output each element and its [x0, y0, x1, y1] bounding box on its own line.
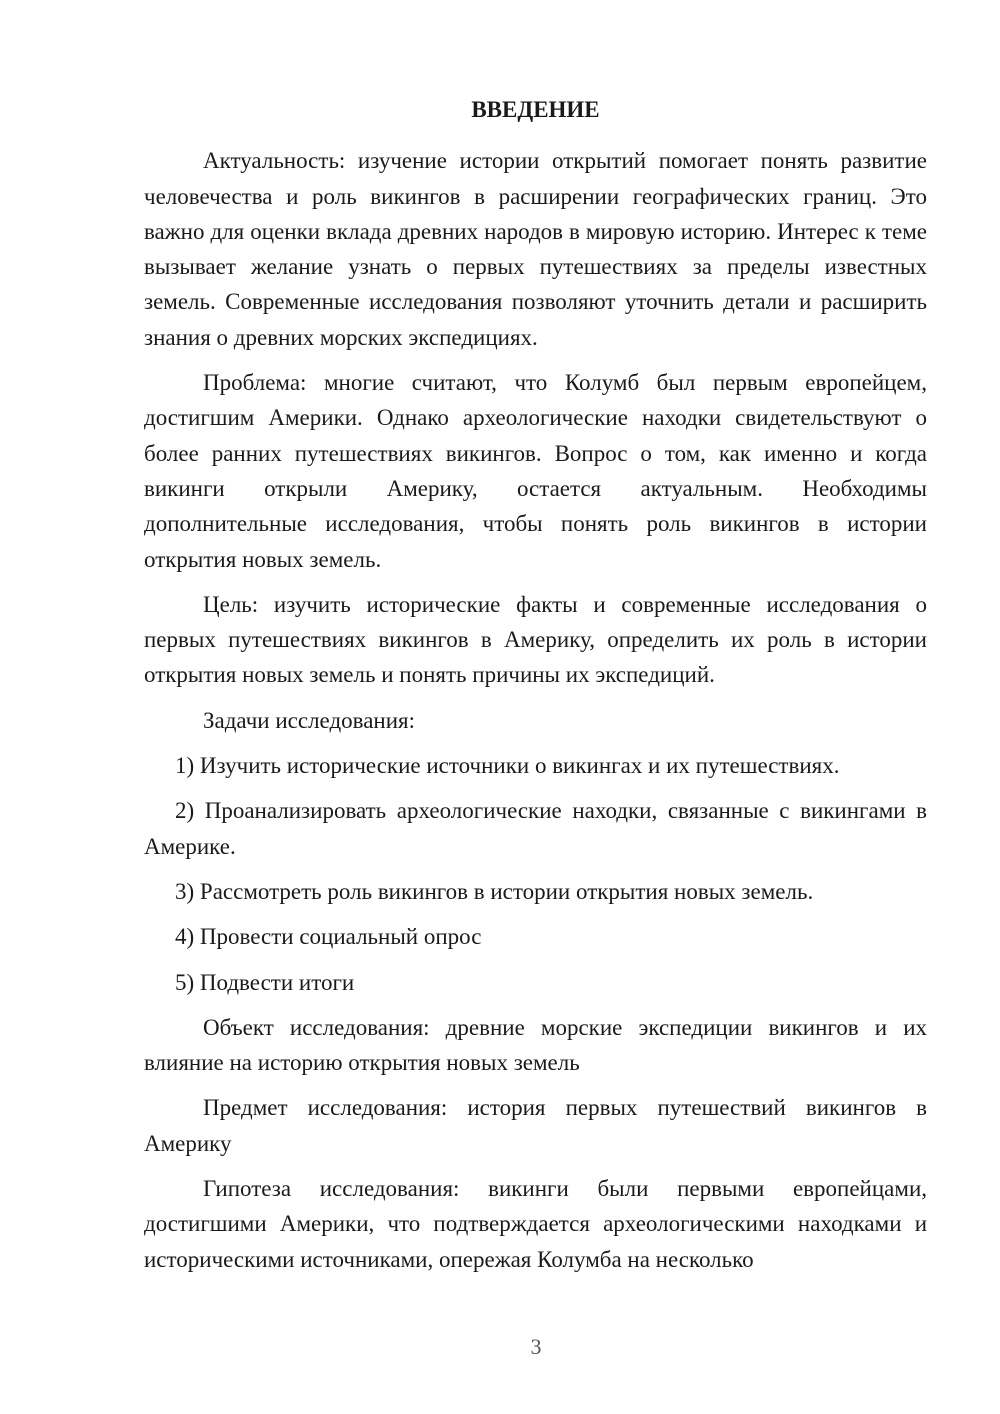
task-item: 5) Подвести итоги [175, 969, 355, 995]
task-item: 1) Изучить исторические источники о викингах и их путешествиях. [175, 753, 840, 779]
tasks-heading: Задачи исследования: [203, 707, 416, 733]
task-item: 2) Проанализировать археологические находки, связанные с викингами в Америке. [144, 798, 927, 859]
task-item: 4) Провести социальный опрос [175, 924, 482, 950]
paragraph-object: Объект исследования: древние морские экспедиции викингов и их влияние на историю открытия новых земель [144, 1014, 927, 1076]
paragraph-hypothesis: Гипотеза исследования: викинги были первыми европейцами, достигшими Америки, что подтверждается археологическими находками и историческими источниками, опережая Колумба на несколько [144, 1176, 927, 1272]
task-item: 3) Рассмотреть роль викингов в истории открытия новых земель. [175, 878, 814, 904]
paragraph-problem: Проблема: многие считают, что Колумб был первым европейцем, достигшим Америки. Однако археологические находки свидетельствуют о более ранних путешествиях викингов. Вопрос о том, как именно и когда викинги открыли Америку, остается актуальным. Необходимы дополнительные исследования, чтобы понять роль викингов в истории открытия новых земель. [144, 370, 927, 572]
page-content [144, 92, 927, 1287]
paragraph-subject: Предмет исследования: история первых путешествий викингов в Америку [144, 1095, 927, 1156]
page-number: 3 [530, 1334, 542, 1359]
paragraph-relevance: Актуальность: изучение истории открытий помогает понять развитие человечества и роль викингов в расширении географических границ. Это важно для оценки вклада древних народов в мировую историю. Интерес к теме вызывает желание узнать о первых путешествиях за пределы известных земель. Современные исследования позволяют уточнить детали и расширить знания о древних морских экспедициях. [144, 148, 927, 350]
section-title: ВВЕДЕНИЕ [471, 97, 600, 122]
paragraph-goal: Цель: изучить исторические факты и современные исследования о первых путешествиях викингов в Америку, определить их роль в истории открытия новых земель и понять причины их экспедиций. [144, 591, 927, 688]
